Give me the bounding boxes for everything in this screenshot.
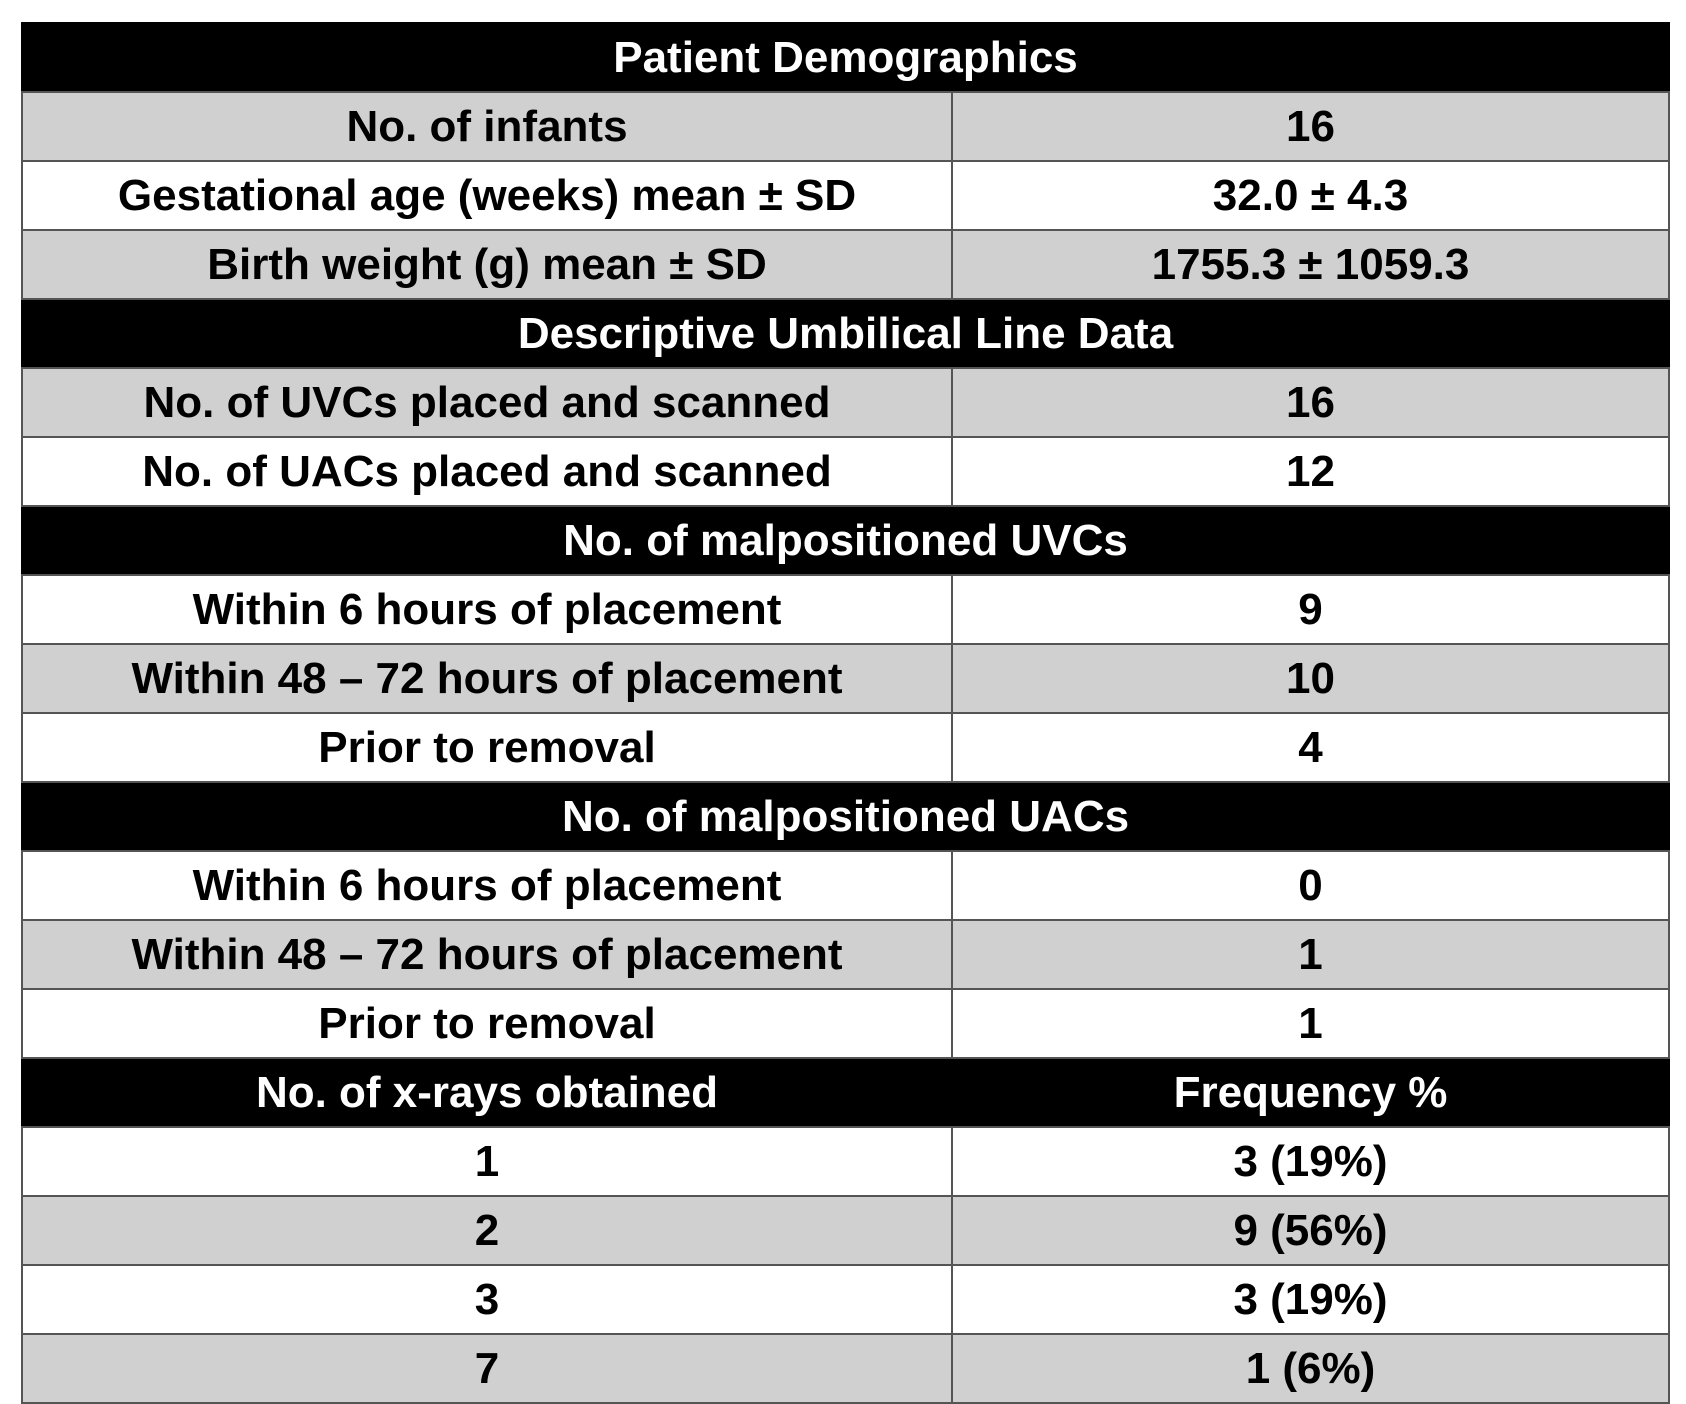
- section-header-row: [22, 506, 1669, 575]
- table-row: [22, 1196, 1669, 1265]
- row-value: 9: [952, 575, 1669, 644]
- row-value: 16: [952, 92, 1669, 161]
- xray-header-frequency: Frequency %: [952, 1058, 1669, 1127]
- row-value: 4: [952, 713, 1669, 782]
- section-header-row: [22, 782, 1669, 851]
- xray-frequency: 1 (6%): [952, 1334, 1669, 1403]
- row-label: Within 6 hours of placement: [22, 851, 952, 920]
- table-row: [22, 851, 1669, 920]
- xray-header-count: No. of x-rays obtained: [22, 1058, 952, 1127]
- section-title-malpositioned-uvcs: No. of malpositioned UVCs: [22, 506, 1669, 575]
- table-row: [22, 575, 1669, 644]
- row-value: 16: [952, 368, 1669, 437]
- table-row: [22, 1334, 1669, 1403]
- row-label: Birth weight (g) mean ± SD: [22, 230, 952, 299]
- row-label: Within 48 – 72 hours of placement: [22, 920, 952, 989]
- row-label: Prior to removal: [22, 989, 952, 1058]
- row-value: 1: [952, 989, 1669, 1058]
- row-label: No. of infants: [22, 92, 952, 161]
- xray-frequency: 3 (19%): [952, 1265, 1669, 1334]
- xray-count: 2: [22, 1196, 952, 1265]
- row-value: 1: [952, 920, 1669, 989]
- section-header-row: [22, 23, 1669, 92]
- row-value: 10: [952, 644, 1669, 713]
- table-row: [22, 920, 1669, 989]
- xray-header-row: [22, 1058, 1669, 1127]
- row-value: 12: [952, 437, 1669, 506]
- xray-frequency: 9 (56%): [952, 1196, 1669, 1265]
- xray-count: 7: [22, 1334, 952, 1403]
- demographics-table: [21, 22, 1670, 1404]
- table-row: [22, 713, 1669, 782]
- table-row: [22, 92, 1669, 161]
- section-title-patient-demographics: Patient Demographics: [22, 23, 1669, 92]
- xray-frequency: 3 (19%): [952, 1127, 1669, 1196]
- table-row: [22, 161, 1669, 230]
- row-value: 0: [952, 851, 1669, 920]
- table-row: [22, 989, 1669, 1058]
- section-title-umbilical-line-data: Descriptive Umbilical Line Data: [22, 299, 1669, 368]
- table-row: [22, 644, 1669, 713]
- section-header-row: [22, 299, 1669, 368]
- table-row: [22, 1127, 1669, 1196]
- section-title-malpositioned-uacs: No. of malpositioned UACs: [22, 782, 1669, 851]
- table-row: [22, 230, 1669, 299]
- table-row: [22, 1265, 1669, 1334]
- row-value: 32.0 ± 4.3: [952, 161, 1669, 230]
- row-label: Prior to removal: [22, 713, 952, 782]
- row-label: Within 48 – 72 hours of placement: [22, 644, 952, 713]
- row-label: No. of UVCs placed and scanned: [22, 368, 952, 437]
- row-label: Within 6 hours of placement: [22, 575, 952, 644]
- row-label: No. of UACs placed and scanned: [22, 437, 952, 506]
- row-label: Gestational age (weeks) mean ± SD: [22, 161, 952, 230]
- xray-count: 3: [22, 1265, 952, 1334]
- table-row: [22, 368, 1669, 437]
- row-value: 1755.3 ± 1059.3: [952, 230, 1669, 299]
- table-row: [22, 437, 1669, 506]
- xray-count: 1: [22, 1127, 952, 1196]
